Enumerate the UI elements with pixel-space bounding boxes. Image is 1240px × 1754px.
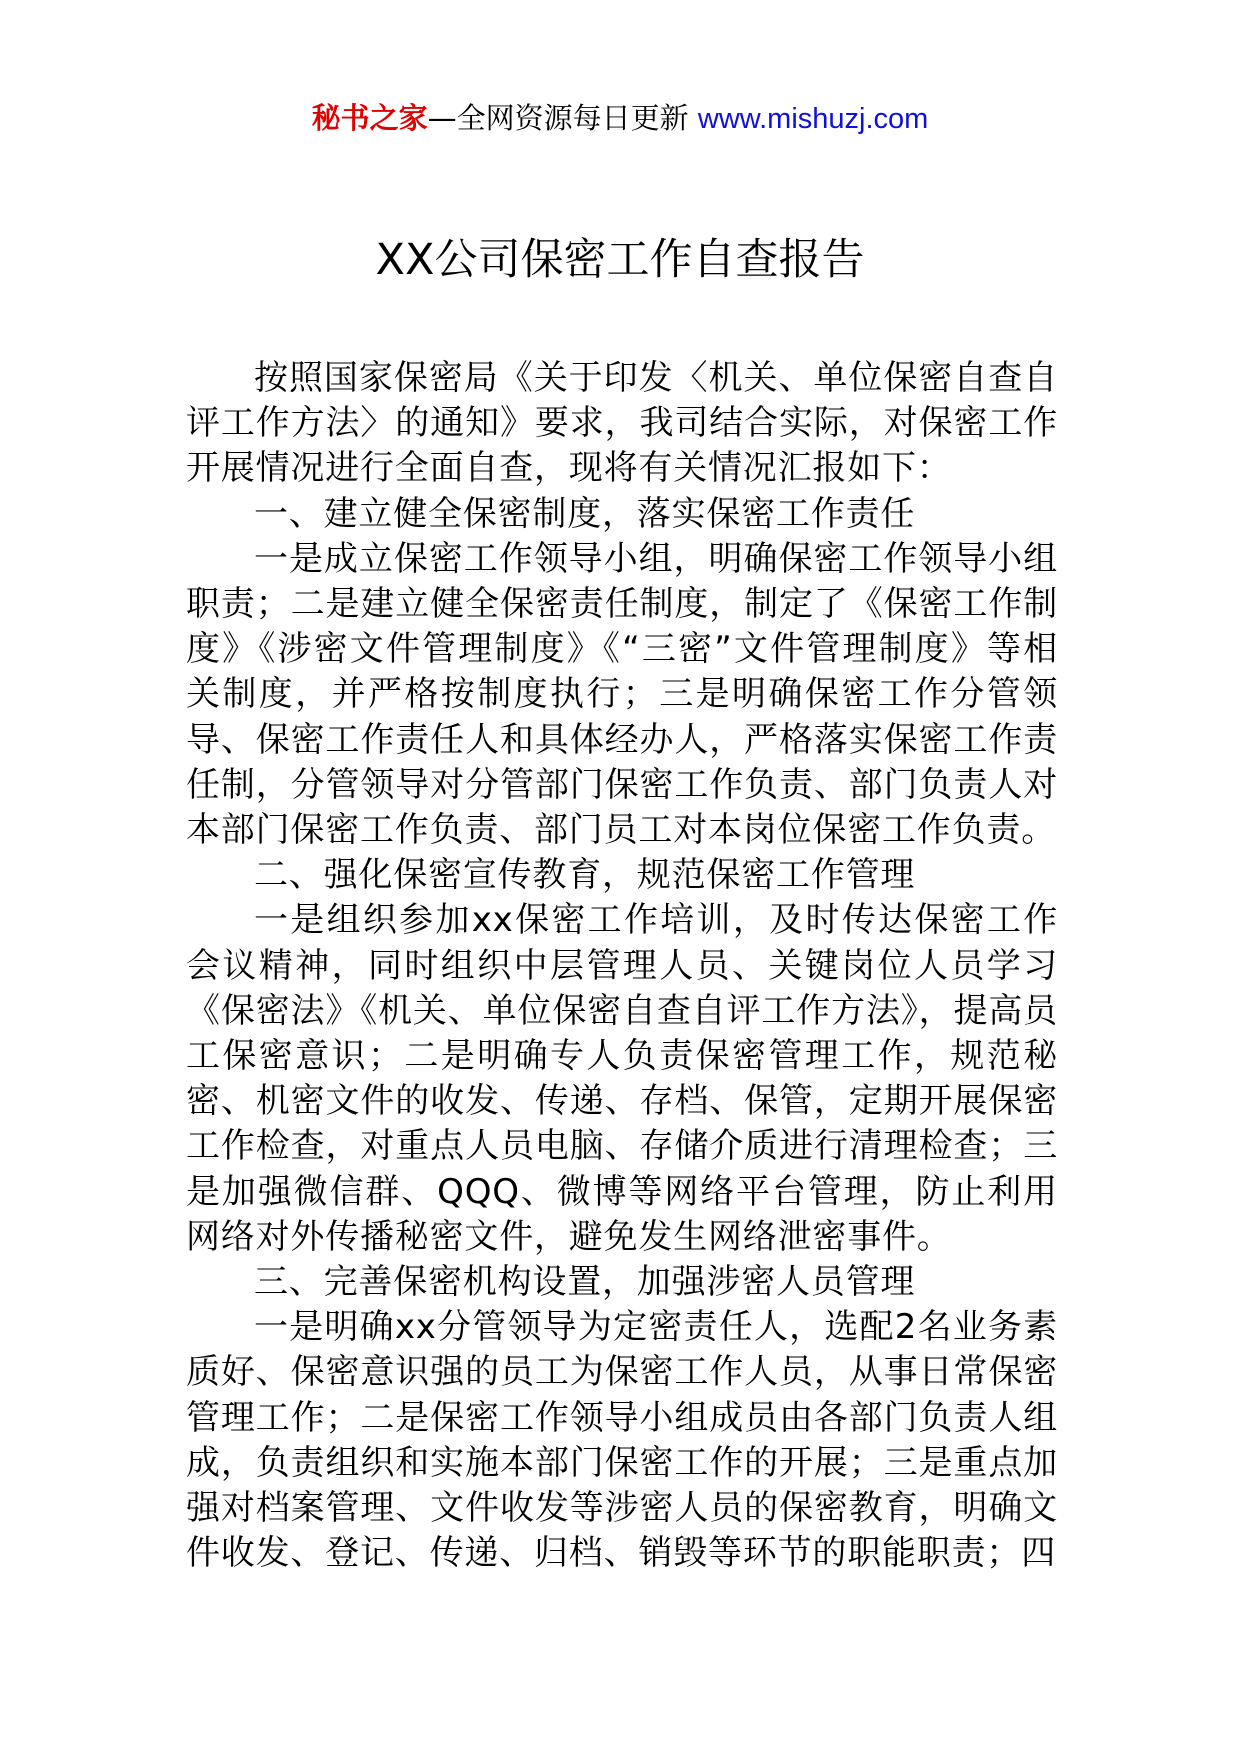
- paragraph-intro: 按照国家保密局《关于印发〈机关、单位保密自查自评工作方法〉的通知》要求，我司结合实际，对保密工作开展情况进行全面自查，现将有关情况汇报如下：: [186, 358, 1058, 489]
- section-heading-1: 一、建立健全保密制度，落实保密工作责任: [254, 493, 916, 534]
- section-heading-3: 三、完善保密机构设置，加强涉密人员管理: [254, 1262, 916, 1303]
- document-body: [186, 356, 1058, 1576]
- banner-url-link[interactable]: www.mishuzj.com: [697, 103, 929, 135]
- section-heading-2: 二、强化保密宣传教育，规范保密工作管理: [254, 855, 916, 896]
- paragraph-section-3: 一是明确xx分管领导为定密责任人，选配2名业务素质好、保密意识强的员工为保密工作人员，从事日常保密管理工作；二是保密工作领导小组成员由各部门负责人组成，负责组织和实施本部门保密工作的开展；三是重点加强对档案管理、文件收发等涉密人员的保密教育，明确文件收发、登记、传递、归档、销毁等环节的职能职责；四: [186, 1307, 1058, 1574]
- banner-dash: —: [427, 101, 457, 135]
- banner-slogan: 全网资源每日更新: [456, 101, 698, 135]
- banner-brand: 秘书之家: [311, 101, 428, 135]
- document-title: XX公司保密工作自查报告: [375, 235, 865, 285]
- site-banner: [0, 100, 1240, 137]
- paragraph-section-1: 一是成立保密工作领导小组，明确保密工作领导小组职责；二是建立健全保密责任制度，制定了《保密工作制度》《涉密文件管理制度》《“三密”文件管理制度》等相关制度，并严格按制度执行；三是明确保密工作分管领导、保密工作责任人和具体经办人，严格落实保密工作责任制，分管领导对分管部门保密工作负责、部门负责人对本部门保密工作负责、部门员工对本岗位保密工作负责。: [186, 538, 1058, 851]
- paragraph-section-2: 一是组织参加xx保密工作培训，及时传达保密工作会议精神，同时组织中层管理人员、关键岗位人员学习《保密法》《机关、单位保密自查自评工作方法》，提高员工保密意识；二是明确专人负责保密管理工作，规范秘密、机密文件的收发、传递、存档、保管，定期开展保密工作检查，对重点人员电脑、存储介质进行清理检查；三是加强微信群、QQQ、微博等网络平台管理，防止利用网络对外传播秘密文件，避免发生网络泄密事件。: [186, 900, 1058, 1257]
